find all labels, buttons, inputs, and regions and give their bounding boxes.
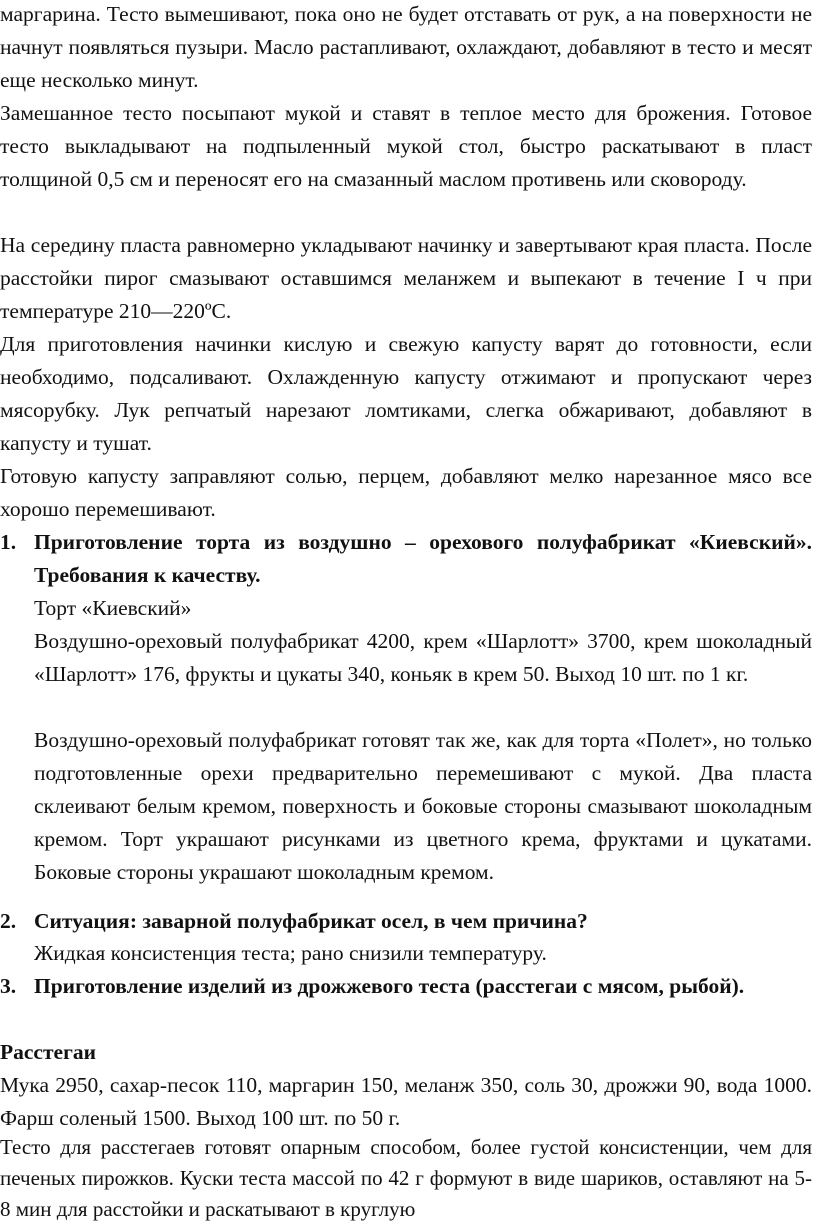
list-item-heading: Приготовление торта из воздушно – орехового полуфабрикат «Киевский». Требования к качеству. bbox=[34, 530, 812, 587]
list-item-number: 3. bbox=[0, 974, 17, 998]
list-item-heading: Ситуация: заварной полуфабрикат осел, в чем причина? bbox=[34, 909, 588, 933]
list-item-heading: Приготовление изделий из дрожжевого теста (расстегаи с мясом, рыбой). bbox=[34, 974, 745, 998]
cake-ingredients: Воздушно-ореховый полуфабрикат 4200, крем «Шарлотт» 3700, крем шоколадный «Шарлотт» 176, фрукты и цукаты 340, коньяк в крем 50. Выход 10 шт. по 1 кг. bbox=[34, 629, 812, 686]
paragraph-dough-fermentation: Замешанное тесто посыпают мукой и ставят в теплое место для брожения. Готовое тесто выкладывают на подпыленный мукой стол, быстро раскатывают в пласт толщиной 0,5 см и переносят его на смазанный маслом противень или сковороду. bbox=[0, 101, 812, 191]
list-item-number: 1. bbox=[0, 530, 17, 554]
paragraph-cabbage-seasoning: Готовую капусту заправляют солью, перцем, добавляют мелко нарезанное мясо все хорошо перемешивают. bbox=[0, 464, 812, 521]
situation-answer: Жидкая консистенция теста; рано снизили температуру. bbox=[34, 941, 547, 965]
list-item-number: 2. bbox=[0, 909, 17, 933]
rasstegai-method: Тесто для расстегаев готовят опарным способом, более густой консистенции, чем для печеных пирожков. Куски теста массой по 42 г формуют в виде шариков, оставляют на 5-8 мин для расстойки и раскатывают в круглую bbox=[0, 1135, 812, 1221]
rasstegai-recipe: Мука 2950, сахар-песок 110, маргарин 150, меланж 350, соль 30, дрожжи 90, вода 1000. Фарш соленый 1500. Выход 100 шт. по 50 г. bbox=[0, 1073, 812, 1130]
paragraph-dough-kneading: маргарина. Тесто вымешивают, пока оно не будет отставать от рук, а на поверхности не начнут появляться пузыри. Масло растапливают, охлаждают, добавляют в тесто и месят еще несколько минут. bbox=[0, 2, 812, 92]
cake-method: Воздушно-ореховый полуфабрикат готовят так же, как для торта «Полет», но только подготовленные орехи предварительно перемешивают с мукой. Два пласта склеивают белым кремом, поверхность и боковые стороны смазывают шоколадным кремом. Торт украшают рисунками из цветного крема, фруктами и цукатами. Боковые стороны украшают шоколадным кремом. bbox=[34, 728, 812, 884]
section-title: Расстегаи bbox=[0, 1040, 96, 1064]
cake-title: Торт «Киевский» bbox=[34, 596, 192, 620]
paragraph-cabbage-filling: Для приготовления начинки кислую и свежую капусту варят до готовности, если необходимо, подсаливают. Охлажденную капусту отжимают и пропускают через мясорубку. Лук репчатый нарезают ломтиками, слегка обжаривают, добавляют в капусту и тушат. bbox=[0, 332, 812, 455]
paragraph-filling-baking: На середину пласта равномерно укладывают начинку и завертывают края пласта. После расстойки пирог смазывают оставшимся меланжем и выпекают в течение I ч при температуре 210—220ºС. bbox=[0, 233, 812, 323]
